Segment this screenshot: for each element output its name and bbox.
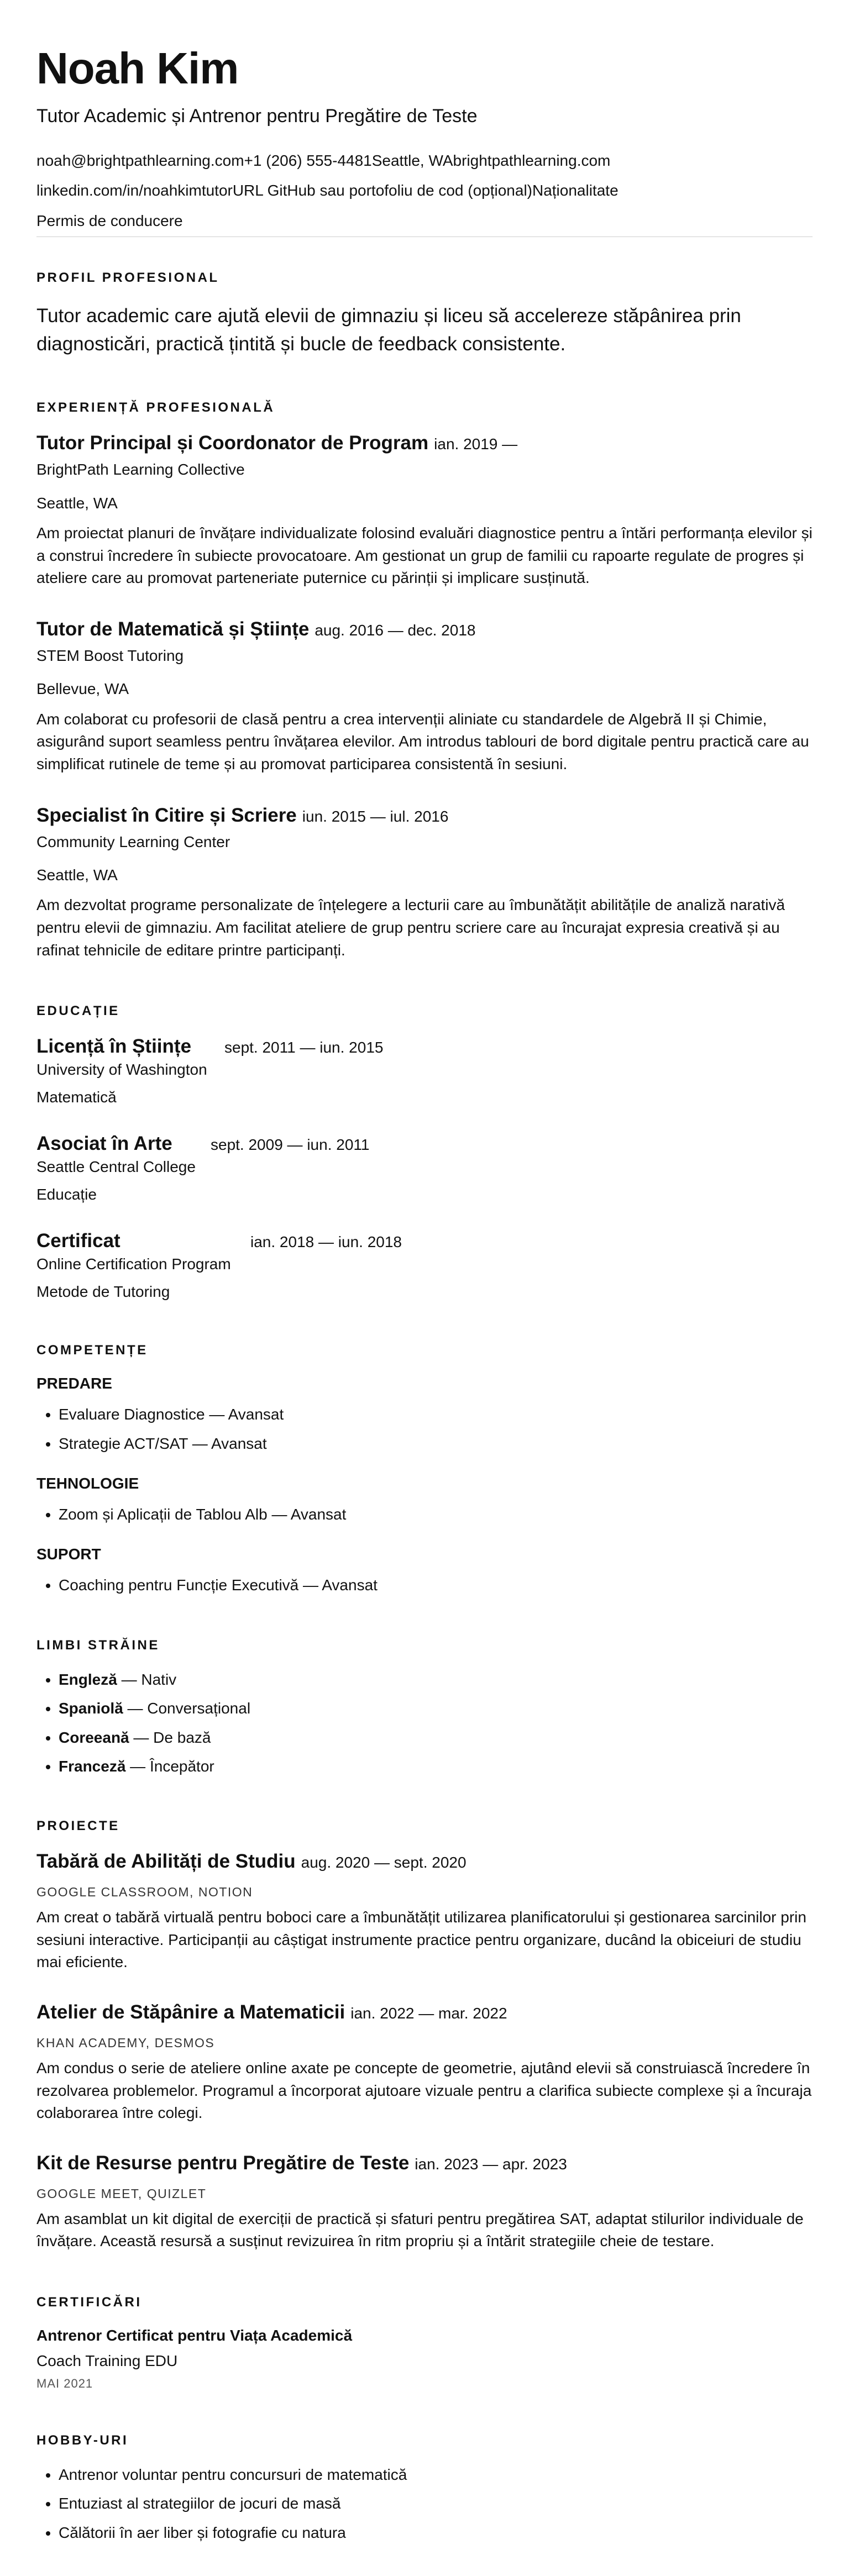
project-title: Tabără de Abilități de Studiu — [36, 1850, 296, 1873]
job-company: Community Learning Center — [36, 833, 230, 850]
skill-group-support — [36, 1545, 813, 1595]
experience-item — [36, 618, 813, 776]
job-location: Bellevue, WA — [36, 680, 129, 698]
education-dates: sept. 2011 — iun. 2015 — [224, 1039, 384, 1056]
job-title: Specialist în Citire și Scriere — [36, 804, 297, 826]
section-title-certifications: CERTIFICĂRI — [36, 2295, 142, 2310]
hobbies-section — [36, 2433, 813, 2543]
experience-item — [36, 432, 813, 590]
project-dates: ian. 2023 — apr. 2023 — [415, 2155, 567, 2173]
contact-line-3: Permis de conducere — [36, 212, 183, 229]
candidate-headline: Tutor Academic și Antrenor pentru Pregătire de Teste — [36, 106, 478, 127]
resume-header — [36, 46, 813, 231]
candidate-name: Noah Kim — [36, 44, 239, 93]
job-company: STEM Boost Tutoring — [36, 647, 184, 665]
job-description: Am proiectat planuri de învățare individualizate folosind evaluări diagnostice pentru a întări performanța elevilor și a construi încredere în subiecte provocatoare. Am gestionat un grup de familii cu rapoarte regulate de progres și ateliere care au promovat parteneriate puternice cu părinții și implicare susținută. — [36, 524, 813, 587]
project-tech: GOOGLE CLASSROOM, NOTION — [36, 1885, 253, 1900]
education-school: Online Certification Program — [36, 1255, 231, 1273]
job-title: Tutor Principal și Coordonator de Program — [36, 432, 429, 454]
education-item — [36, 1230, 813, 1301]
project-description: Am condus o serie de ateliere online axate pe concepte de geometrie, ajutând elevii să construiască încredere în rezolvarea problemelor. Programul a încorporat ajutoare vizuale pentru a clarifica subiecte complexe și a încuraja colaborarea între colegi. — [36, 2059, 812, 2122]
education-degree: Licență în Științe — [36, 1035, 192, 1058]
skill-group-technology — [36, 1475, 813, 1524]
education-degree: Certificat — [36, 1230, 120, 1252]
section-title-education: EDUCAȚIE — [36, 1003, 120, 1019]
section-title-languages: LIMBI STRĂINE — [36, 1637, 160, 1653]
certification-issuer: Coach Training EDU — [36, 2352, 178, 2370]
project-title: Atelier de Stăpânire a Matematicii — [36, 2001, 345, 2023]
skill-item: • Coaching pentru Funcție Executivă — Avansat — [59, 1575, 813, 1595]
job-company: BrightPath Learning Collective — [36, 461, 245, 479]
section-title-skills: COMPETENȚE — [36, 1343, 148, 1358]
job-location: Seattle, WA — [36, 866, 118, 884]
section-title-projects: PROIECTE — [36, 1818, 120, 1834]
skill-item: • Zoom și Aplicații de Tablou Alb — Avansat — [59, 1505, 813, 1524]
language-name: Coreeană — [59, 1728, 129, 1746]
project-item — [36, 1850, 813, 1974]
contact-line-1: noah@brightpathlearning.com+1 (206) 555-4481Seattle, WAbrightpathlearning.com — [36, 151, 611, 169]
language-name: Franceză — [59, 1757, 126, 1775]
project-dates: ian. 2022 — mar. 2022 — [350, 2005, 507, 2022]
section-title-profile: PROFIL PROFESIONAL — [36, 270, 219, 285]
job-dates: ian. 2019 — — [434, 435, 518, 453]
section-title-experience: EXPERIENȚĂ PROFESIONALĂ — [36, 400, 275, 416]
profile-summary: Tutor academic care ajută elevii de gimnaziu și liceu să accelereze stăpânirea prin diagnosticări, practică țintită și bucle de feedback consistente. — [36, 304, 741, 355]
language-level: — Începător — [125, 1757, 214, 1775]
education-field: Matematică — [36, 1089, 117, 1106]
certification-name: Antrenor Certificat pentru Viața Academică — [36, 2327, 353, 2344]
education-section — [36, 1003, 813, 1301]
education-field: Metode de Tutoring — [36, 1283, 170, 1301]
hobby-item: • Antrenor voluntar pentru concursuri de matematică — [59, 2465, 813, 2485]
project-item — [36, 2152, 813, 2253]
certifications-section — [36, 2295, 813, 2391]
languages-section — [36, 1638, 813, 1777]
language-level: — Conversațional — [123, 1700, 251, 1717]
education-field: Educație — [36, 1186, 97, 1203]
language-item — [59, 1728, 813, 1748]
job-dates: aug. 2016 — dec. 2018 — [315, 622, 476, 639]
project-tech: KHAN ACADEMY, DESMOS — [36, 2036, 215, 2051]
language-name: Engleză — [59, 1670, 117, 1688]
certification-item — [36, 2327, 813, 2391]
job-dates: iun. 2015 — iul. 2016 — [302, 807, 449, 825]
education-school: Seattle Central College — [36, 1158, 196, 1176]
language-name: Spaniolă — [59, 1700, 123, 1717]
project-dates: aug. 2020 — sept. 2020 — [301, 1854, 467, 1871]
job-description: Am colaborat cu profesorii de clasă pentru a crea intervenții aliniate cu standardele de Algebră II și Chimie, asigurând suport seamless pentru învățarea elevilor. Am introdus tablouri de bord digitale pentru practică care au simplificat rutinele de teme și au promovat participarea consistentă în sesiuni. — [36, 710, 809, 772]
skills-section — [36, 1343, 813, 1596]
skill-item: • Strategie ACT/SAT — Avansat — [59, 1434, 813, 1454]
skill-category: SUPORT — [36, 1545, 101, 1563]
education-school: University of Washington — [36, 1061, 207, 1079]
language-item — [59, 1670, 813, 1690]
experience-item — [36, 805, 813, 962]
skill-category: PREDARE — [36, 1375, 112, 1392]
education-degree: Asociat în Arte — [36, 1133, 172, 1155]
education-dates: ian. 2018 — iun. 2018 — [250, 1233, 402, 1251]
skill-group-teaching — [36, 1375, 813, 1454]
contact-line-2: linkedin.com/in/noahkimtutorURL GitHub sau portofoliu de cod (opțional)Naționalitate — [36, 182, 619, 199]
profile-section — [36, 270, 813, 359]
header-divider — [36, 236, 813, 237]
projects-section — [36, 1818, 813, 2253]
section-title-hobbies: HOBBY-URI — [36, 2433, 129, 2448]
hobby-item: • Entuziast al strategiilor de jocuri de masă — [59, 2494, 813, 2514]
project-tech: GOOGLE MEET, QUIZLET — [36, 2186, 207, 2201]
education-item — [36, 1035, 813, 1106]
job-description: Am dezvoltat programe personalizate de înțelegere a lecturii care au îmbunătățit abilitățile de analiză narativă pentru elevii de gimnaziu. Am facilitat ateliere de grup pentru scriere care au încurajat expresia creativă și au rafinat tehnicile de editare printre participanți. — [36, 896, 785, 959]
experience-section — [36, 400, 813, 961]
job-title: Tutor de Matematică și Științe — [36, 618, 310, 640]
project-title: Kit de Resurse pentru Pregătire de Teste — [36, 2152, 410, 2174]
certification-date: MAI 2021 — [36, 2377, 93, 2391]
education-item — [36, 1133, 813, 1203]
project-description: Am asamblat un kit digital de exerciții de practică și sfaturi pentru pregătirea SAT, adaptat stilurilor individuale de învățare. Această resursă a susținut revizuirea în ritm propriu și a întărit strategiile cheie de testare. — [36, 2210, 804, 2250]
hobby-item: • Călătorii în aer liber și fotografie cu natura — [59, 2523, 813, 2543]
skill-item: • Evaluare Diagnostice — Avansat — [59, 1405, 813, 1424]
language-level: — Nativ — [117, 1670, 177, 1688]
language-item — [59, 1757, 813, 1776]
project-description: Am creat o tabără virtuală pentru boboci care a îmbunătățit utilizarea planificatorului și gestionarea sarcinilor prin sesiuni interactive. Participanții au câștigat instrumente practice pentru organizare, ducând la obiceiuri de studiu mai eficiente. — [36, 1909, 806, 1971]
education-dates: sept. 2009 — iun. 2011 — [211, 1136, 370, 1154]
skill-category: TEHNOLOGIE — [36, 1474, 139, 1492]
job-location: Seattle, WA — [36, 494, 118, 512]
language-item — [59, 1699, 813, 1718]
language-level: — De bază — [129, 1728, 211, 1746]
project-item — [36, 2001, 813, 2125]
